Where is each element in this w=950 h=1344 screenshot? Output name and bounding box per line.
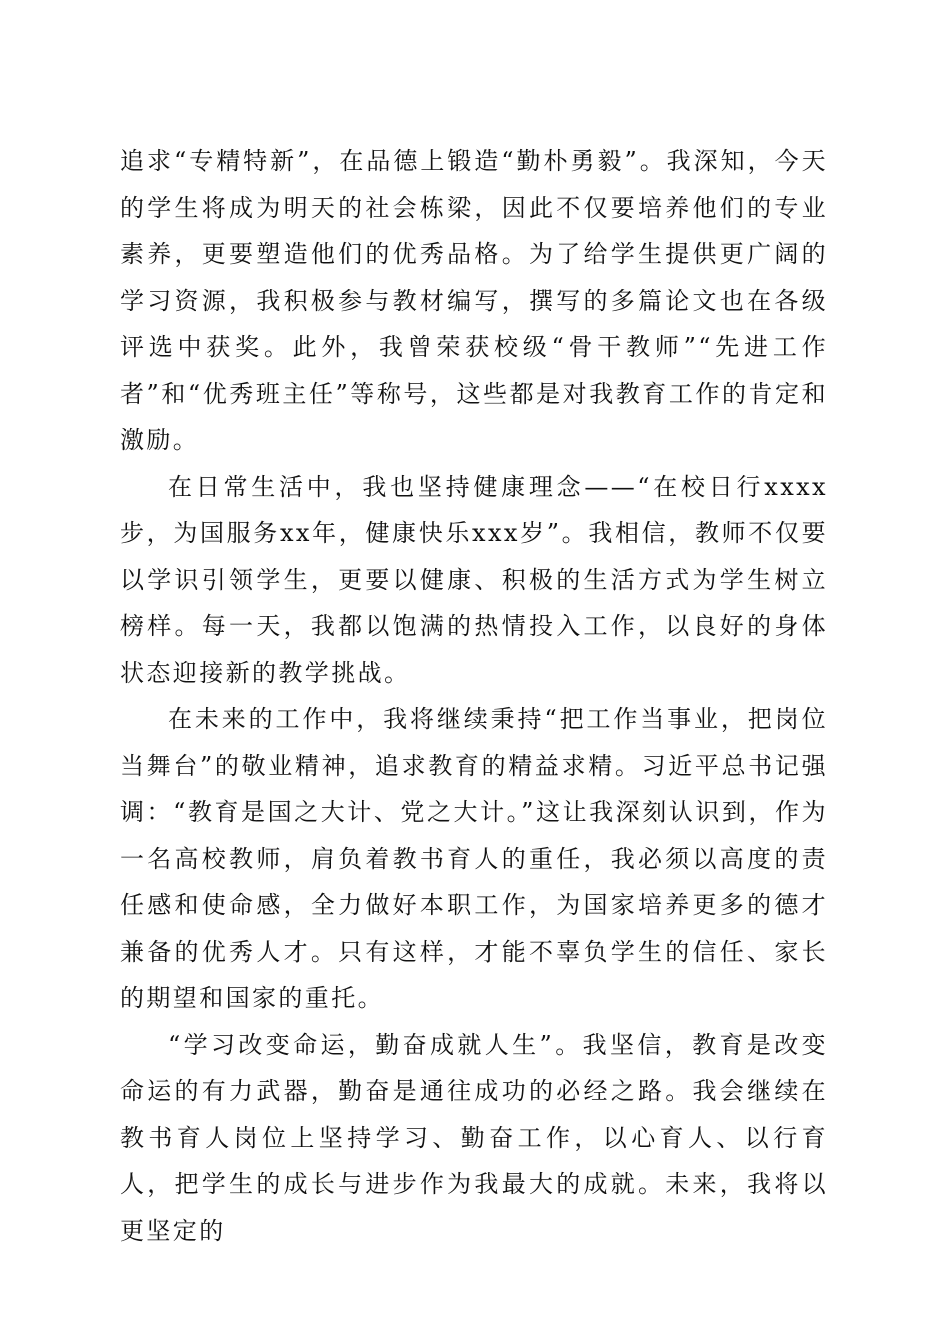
paragraph-continued: 追求“专精特新”，在品德上锻造“勤朴勇毅”。我深知，今天的学生将成为明天的社会栋梁，因此不仅要培养他们的专业素养，更要塑造他们的优秀品格。为了给学生提供更广阔的学习资源，我积极参与教材编写，撰写的多篇论文也在各级评选中获奖。此外，我曾荣获校级“骨干教师”“先进工作者”和“优秀班主任”等称号，这些都是对我教育工作的肯定和激励。: [120, 147, 828, 454]
document-body: [120, 138, 828, 1254]
paragraph-health: 在日常生活中，我也坚持健康理念——“在校日行xxxx步，为国服务xx年，健康快乐xxx岁”。我相信，教师不仅要以学识引领学生，更要以健康、积极的生活方式为学生树立榜样。每一天，我都以饱满的热情投入工作，以良好的身体状态迎接新的教学挑战。: [120, 472, 828, 687]
paragraph-future-work: 在未来的工作中，我将继续秉持“把工作当事业，把岗位当舞台”的敬业精神，追求教育的精益求精。习近平总书记强调：“教育是国之大计、党之大计。”这让我深刻认识到，作为一名高校教师，肩负着教书育人的重任，我必须以高度的责任感和使命感，全力做好本职工作，为国家培养更多的德才兼备的优秀人才。只有这样，才能不辜负学生的信任、家长的期望和国家的重托。: [120, 705, 828, 1012]
paragraph-learning-motto: “学习改变命运，勤奋成就人生”。我坚信，教育是改变命运的有力武器，勤奋是通往成功的必经之路。我会继续在教书育人岗位上坚持学习、勤奋工作，以心育人、以行育人，把学生的成长与进步作为我最大的成就。未来，我将以更坚定的: [120, 1030, 828, 1245]
